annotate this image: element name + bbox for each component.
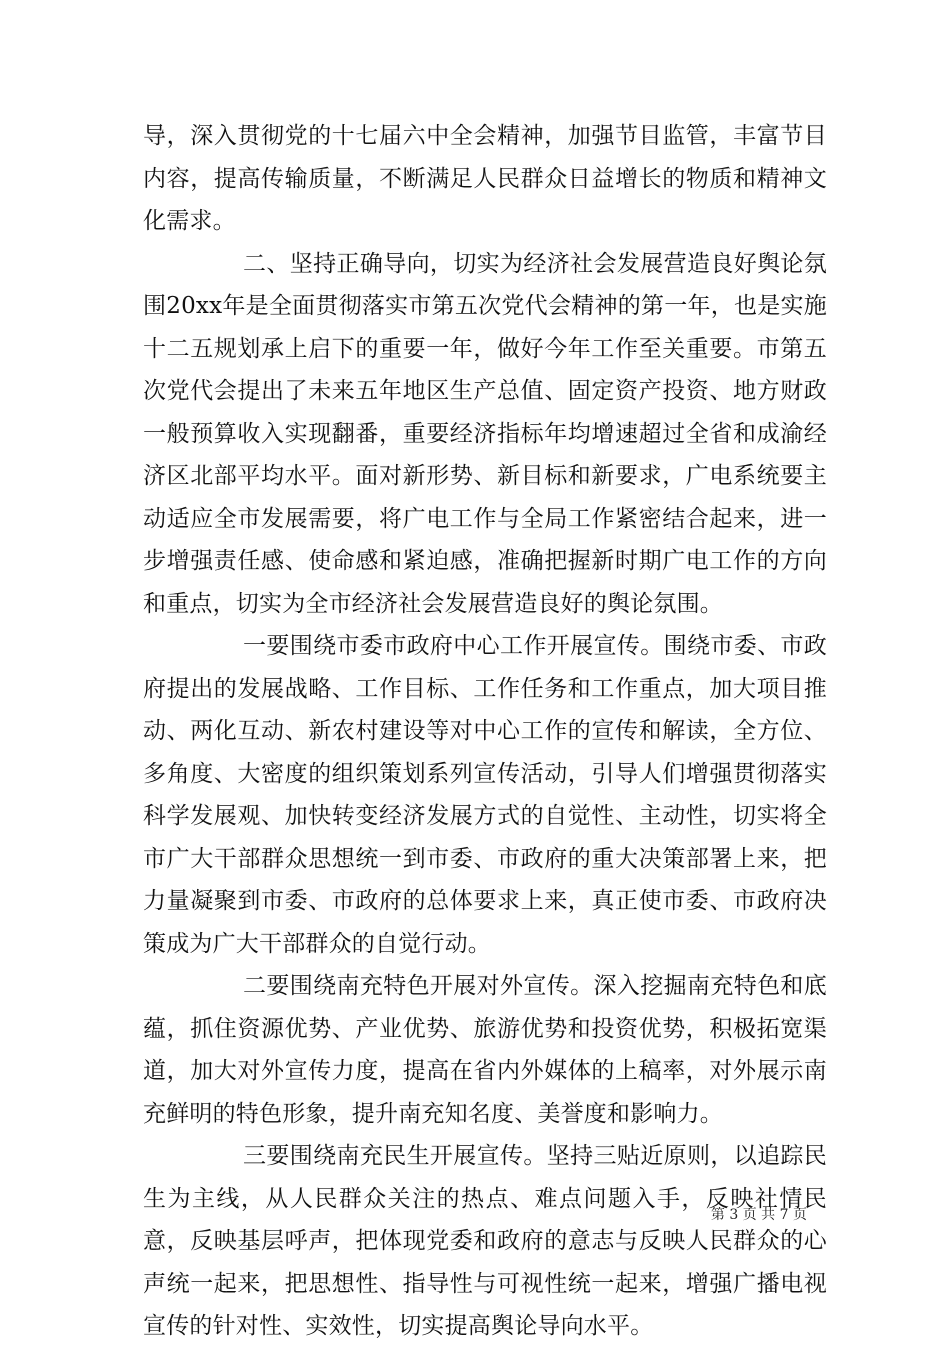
document-body: [143, 115, 827, 1348]
paragraph-continuation: 导，深入贯彻党的十七届六中全会精神，加强节目监管，丰富节目内容，提高传输质量，不断满足人民群众日益增长的物质和精神文化需求。: [143, 123, 827, 234]
paragraph-section-two: 二、坚持正确导向，切实为经济社会发展营造良好舆论氛围20xx年是全面贯彻落实市第五次党代会精神的第一年，也是实施十二五规划承上启下的重要一年，做好今年工作至关重要。市第五次党代会提出了未来五年地区生产总值、固定资产投资、地方财政一般预算收入实现翻番，重要经济指标年均增速超过全省和成渝经济区北部平均水平。面对新形势、新目标和新要求，广电系统要主动适应全市发展需要，将广电工作与全局工作紧密结合起来，进一步增强责任感、使命感和紧迫感，准确把握新时期广电工作的方向和重点，切实为全市经济社会发展营造良好的舆论氛围。: [143, 250, 827, 617]
page-number: 第 3 页 共 7 页: [710, 1207, 807, 1223]
paragraph-point-two: 二要围绕南充特色开展对外宣传。深入挖掘南充特色和底蕴，抓住资源优势、产业优势、旅游优势和投资优势，积极拓宽渠道，加大对外宣传力度，提高在省内外媒体的上稿率，对外展示南充鲜明的特色形象，提升南充知名度、美誉度和影响力。: [143, 973, 827, 1127]
paragraph-point-one: 一要围绕市委市政府中心工作开展宣传。围绕市委、市政府提出的发展战略、工作目标、工作任务和工作重点，加大项目推动、两化互动、新农村建设等对中心工作的宣传和解读，全方位、多角度、大密度的组织策划系列宣传活动，引导人们增强贯彻落实科学发展观、加快转变经济发展方式的自觉性、主动性，切实将全市广大干部群众思想统一到市委、市政府的重大决策部署上来，把力量凝聚到市委、市政府的总体要求上来，真正使市委、市政府决策成为广大干部群众的自觉行动。: [143, 633, 827, 957]
paragraph-point-three: 三要围绕南充民生开展宣传。坚持三贴近原则，以追踪民生为主线，从人民群众关注的热点、难点问题入手，反映社情民意，反映基层呼声，把体现党委和政府的意志与反映人民群众的心声统一起来，把思想性、指导性与可视性统一起来，增强广播电视宣传的针对性、实效性，切实提高舆论导向水平。: [143, 1143, 827, 1339]
